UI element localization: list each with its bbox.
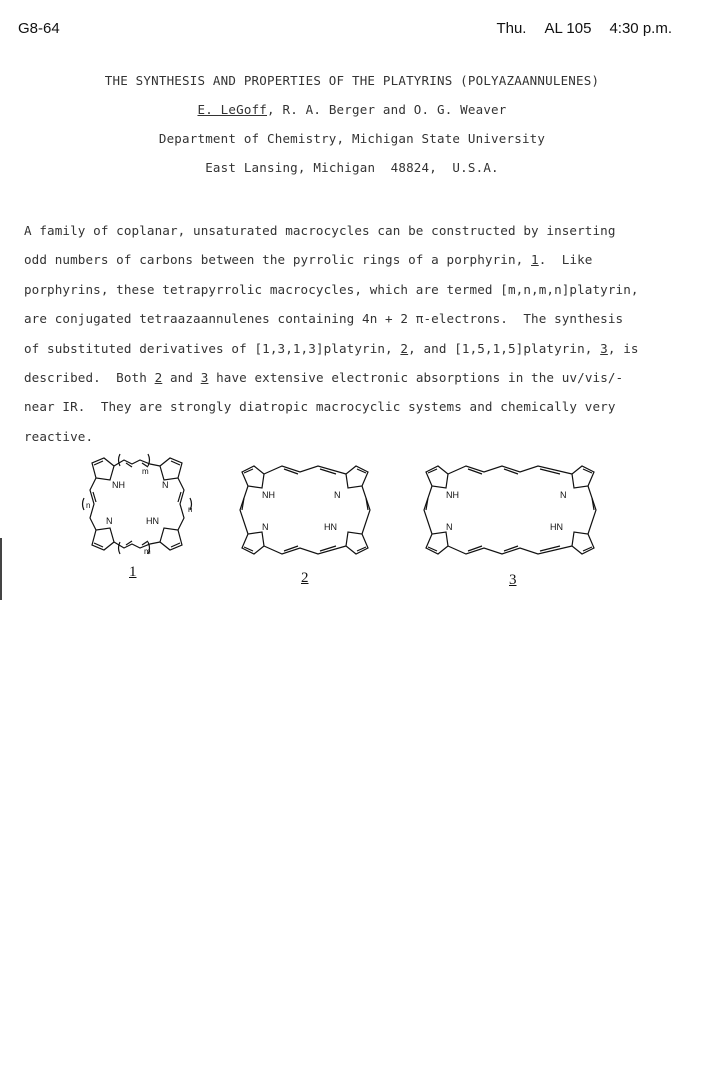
session-day: Thu. (496, 20, 527, 37)
atom-label: HN (324, 522, 337, 532)
abstract-text: have extensive electronic absorptions in the uv/vis/- (208, 370, 624, 386)
abstract-text: , and [1,5,1,5]platyrin, (408, 340, 601, 356)
subscript-label: n (188, 505, 193, 514)
paper-address: East Lansing, Michigan 48824, U.S.A. (205, 160, 499, 175)
compound-ref: 3 (600, 340, 608, 356)
atom-label: N (560, 490, 567, 500)
paper-authors (0, 102, 704, 117)
structure-2-drawing (236, 460, 374, 560)
abstract-line-4: are conjugated tetraazaannulenes containing 4n + 2 π-electrons. The synthesis (24, 311, 624, 327)
co-authors: , R. A. Berger and O. G. Weaver (267, 102, 507, 117)
atom-label: NH (262, 490, 275, 500)
paper-affiliation: Department of Chemistry, Michigan State University (158, 131, 546, 146)
structure-1-label: 1 (129, 564, 137, 580)
abstract-text: . Like (538, 252, 593, 268)
atom-label: HN (550, 522, 563, 532)
subscript-label: m (142, 467, 149, 476)
abstract-line-7: near IR. They are strongly diatropic macrocyclic systems and chemically very (24, 399, 616, 415)
abstract-line-6 (24, 363, 684, 392)
atom-label: HN (146, 516, 159, 526)
compound-ref: 2 (400, 340, 409, 356)
session-info (478, 20, 672, 37)
atom-label: N (106, 516, 113, 526)
paper-title: THE SYNTHESIS AND PROPERTIES OF THE PLATYRINS (POLYAZAANNULENES) (104, 73, 600, 88)
atom-label: N (262, 522, 269, 532)
structure-3-label: 3 (509, 572, 517, 588)
abstract-line-8: reactive. (24, 428, 94, 444)
scan-margin-line (0, 538, 2, 600)
atom-label: NH (446, 490, 459, 500)
subscript-label: n (86, 501, 91, 510)
session-time: 4:30 p.m. (609, 20, 672, 37)
compound-ref: 1 (531, 252, 539, 268)
abstract-text: of substituted derivatives of [1,3,1,3]platyrin, (24, 340, 401, 356)
session-room: AL 105 (544, 20, 592, 37)
abstract-line-3: porphyrins, these tetrapyrrolic macrocycles, which are termed [m,n,m,n]platyrin, (24, 281, 639, 297)
atom-label: N (446, 522, 453, 532)
structure-2-label: 2 (301, 570, 309, 586)
compound-ref: 2 (154, 370, 163, 386)
structure-1-drawing (82, 448, 192, 560)
atom-label: NH (112, 480, 125, 490)
atom-label: N (334, 490, 341, 500)
abstract (24, 216, 684, 451)
abstract-text: , is (607, 340, 639, 356)
abstract-line-2 (24, 245, 684, 274)
subscript-label: m (144, 547, 151, 556)
session-code: G8-64 (18, 20, 60, 37)
compound-ref: 3 (200, 370, 209, 386)
structure-3 (420, 460, 600, 565)
presenting-author: E. LeGoff (197, 102, 268, 117)
abstract-text: and (162, 370, 201, 386)
structure-1 (82, 448, 192, 565)
atom-label: N (162, 480, 169, 490)
structure-2 (236, 460, 374, 565)
abstract-text: described. Both (24, 370, 155, 386)
structure-3-drawing (420, 460, 600, 560)
abstract-text: odd numbers of carbons between the pyrrolic rings of a porphyrin, (24, 252, 532, 268)
abstract-line-5 (24, 334, 684, 363)
abstract-line-1: A family of coplanar, unsaturated macrocycles can be constructed by inserting (24, 223, 616, 238)
